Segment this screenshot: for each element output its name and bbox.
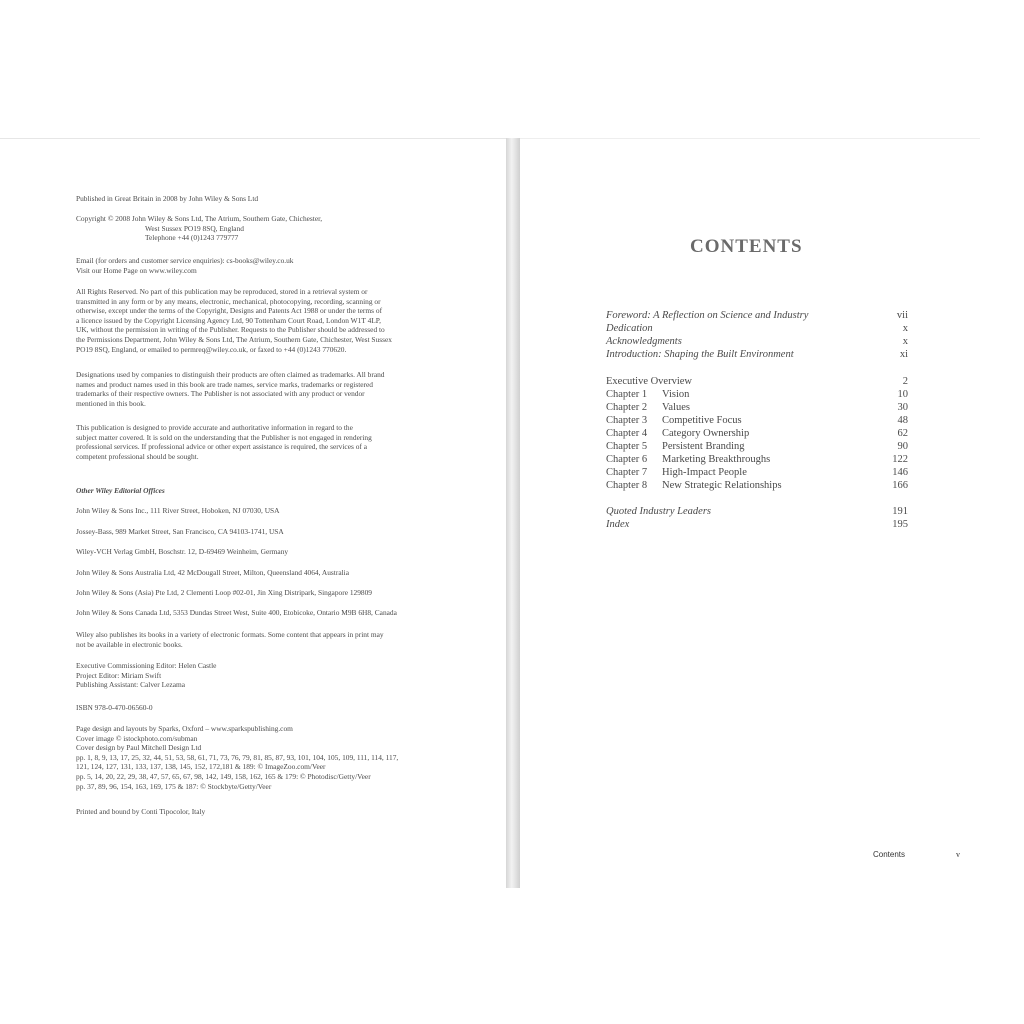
office-line: Wiley-VCH Verlag GmbH, Boschstr. 12, D-69469 Weinheim, Germany (76, 547, 289, 556)
design-line: Cover design by Paul Mitchell Design Ltd (76, 743, 202, 753)
office-line: John Wiley & Sons (Asia) Pte Ltd, 2 Clementi Loop #02-01, Jin Xing Distripark, Singapore 129809 (76, 588, 372, 597)
rights-line: otherwise, except under the terms of the Copyright, Designs and Patents Act 1988 or under the terms of (76, 306, 383, 316)
info-block (76, 423, 491, 461)
offices-heading: Other Wiley Editorial Offices (76, 486, 165, 495)
toc-entry-chapter[interactable] (606, 401, 908, 414)
printed-line: Printed and bound by Conti Tipocolor, Italy (76, 807, 206, 816)
rights-line: PO19 8SQ, England, or emailed to permreq@wiley.co.uk, or faxed to +44 (0)1243 770620. (76, 344, 347, 354)
toc-chapter-title: Values (662, 402, 690, 413)
toc-entry-chapter[interactable] (606, 479, 908, 492)
toc-label: Foreword: A Reflection on Science and Industry (606, 310, 809, 321)
isbn: ISBN 978-0-470-06560-0 (76, 703, 153, 712)
rights-block (76, 287, 491, 354)
info-line: professional services. If professional advice or other expert assistance is required, the services of a (76, 442, 367, 452)
rights-line: a licence issued by the Copyright Licensing Agency Ltd, 90 Tottenham Court Road, London W1T 4LP, (76, 315, 381, 325)
rights-line: the Permissions Department, John Wiley & Sons Ltd, The Atrium, Southern Gate, Chichester, West Sussex (76, 334, 392, 344)
toc-page-number: 48 (897, 415, 908, 426)
copyright-block (76, 214, 491, 243)
toc-page-number: 195 (892, 519, 908, 530)
toc-label: Quoted Industry Leaders (606, 506, 711, 517)
toc-entry-acknowledgments[interactable] (606, 335, 908, 348)
designations-line: names and product names used in this book are trade names, service marks, trademarks or registered (76, 379, 373, 389)
design-line: pp. 37, 89, 96, 154, 163, 169, 175 & 187: © Stockbyte/Getty/Veer (76, 781, 272, 791)
rights-line: All Rights Reserved. No part of this publication may be reproduced, stored in a retrieval system or (76, 287, 368, 296)
rights-line: UK, without the permission in writing of the Publisher. Requests to the Publisher should be addressed to (76, 325, 385, 335)
toc-label: Acknowledgments (606, 336, 682, 347)
toc-entry-chapter[interactable] (606, 414, 908, 427)
toc-chapter-number: Chapter 8 (606, 480, 648, 491)
toc-page-number: vii (896, 310, 908, 321)
toc-entry-chapter[interactable] (606, 427, 908, 440)
toc-chapter-number: Chapter 1 (606, 389, 648, 400)
copyright-line: West Sussex PO19 8SQ, England (145, 223, 244, 233)
copyright-line: Copyright © 2008 John Wiley & Sons Ltd, The Atrium, Southern Gate, Chichester, (76, 214, 323, 223)
toc-chapter-number: Chapter 5 (606, 441, 648, 452)
toc-page-number: 62 (897, 428, 908, 439)
toc-entry-foreword[interactable] (606, 309, 908, 322)
toc-chapter-title: Vision (662, 389, 690, 400)
copyright-line: Telephone +44 (0)1243 779777 (145, 233, 239, 243)
toc-chapter-number: Chapter 7 (606, 467, 648, 478)
toc-chapter-number: Chapter 3 (606, 415, 648, 426)
office-line: John Wiley & Sons Inc., 111 River Street, Hoboken, NJ 07030, USA (76, 506, 280, 515)
credit-line: Executive Commissioning Editor: Helen Castle (76, 661, 217, 670)
toc-page-number: 166 (892, 480, 908, 491)
toc-entry-introduction[interactable] (606, 348, 908, 361)
toc-chapter-number: Chapter 2 (606, 402, 648, 413)
electronic-block (76, 630, 491, 649)
design-line: pp. 5, 14, 20, 22, 29, 38, 47, 57, 65, 67, 98, 142, 149, 158, 162, 165 & 179: © Photodisc/Getty/Veer (76, 771, 371, 781)
office-line: Jossey-Bass, 989 Market Street, San Francisco, CA 94103-1741, USA (76, 527, 284, 536)
office-line: John Wiley & Sons Australia Ltd, 42 McDougall Street, Milton, Queensland 4064, Australia (76, 568, 349, 577)
toc-page-number: 30 (897, 402, 908, 413)
toc-chapter-title: Category Ownership (662, 428, 750, 439)
toc-page-number: x (902, 323, 908, 334)
toc-page-number: 146 (892, 467, 908, 478)
toc-page-number: xi (899, 349, 908, 360)
designations-line: trademarks of their respective owners. The Publisher is not associated with any product or vendor (76, 389, 365, 399)
credit-line: Project Editor: Miriam Swift (76, 670, 162, 680)
design-line: 121, 124, 127, 131, 133, 137, 138, 145, 152, 172,181 & 189: © ImageZoo.com/Veer (76, 762, 326, 772)
toc-entry-quoted-leaders[interactable] (606, 505, 908, 518)
contents-title: CONTENTS (690, 236, 803, 257)
toc-page-number: 90 (897, 441, 908, 452)
designations-line: mentioned in this book. (76, 398, 146, 408)
toc-chapter-title: Persistent Branding (662, 441, 745, 452)
rights-line: transmitted in any form or by any means, electronic, mechanical, photocopying, recording, scanning or (76, 296, 381, 306)
published-text: Published in Great Britain in 2008 by John Wiley & Sons Ltd (76, 194, 259, 203)
toc-page-number: 10 (897, 389, 908, 400)
office-line: John Wiley & Sons Canada Ltd, 5353 Dundas Street West, Suite 400, Etobicoke, Ontario M9B 6H8, Canada (76, 608, 397, 617)
toc-chapter-title: Competitive Focus (662, 415, 742, 426)
homepage-line: Visit our Home Page on www.wiley.com (76, 265, 197, 275)
toc-page-number: 2 (902, 376, 908, 387)
design-block (76, 724, 491, 791)
electronic-line: Wiley also publishes its books in a variety of electronic formats. Some content that appears in print may (76, 630, 384, 639)
toc-chapter-title: High-Impact People (662, 467, 747, 478)
book-gutter (506, 138, 520, 888)
toc-chapter-title: Marketing Breakthroughs (662, 454, 771, 465)
info-line: This publication is designed to provide accurate and authoritative information in regard to the (76, 423, 353, 432)
running-footer-label: Contents (873, 850, 906, 859)
toc-entry-chapter[interactable] (606, 440, 908, 453)
email-block (76, 256, 491, 275)
toc-entry-index[interactable] (606, 518, 908, 531)
designations-line: Designations used by companies to distinguish their products are often claimed as trademarks. All brand (76, 370, 385, 379)
toc-entry-chapter[interactable] (606, 466, 908, 479)
toc-page-number: x (902, 336, 908, 347)
toc-entry-dedication[interactable] (606, 322, 908, 335)
toc-label: Dedication (606, 323, 653, 334)
designations-block (76, 370, 491, 408)
credits-block (76, 661, 491, 690)
design-line: Page design and layouts by Sparks, Oxford – www.sparkspublishing.com (76, 724, 293, 733)
email-line: Email (for orders and customer service enquiries): cs-books@wiley.co.uk (76, 256, 294, 265)
toc-page-number: 191 (892, 506, 908, 517)
credit-line: Publishing Assistant: Calver Lezama (76, 680, 185, 690)
info-line: subject matter covered. It is sold on the understanding that the Publisher is not engaged in rendering (76, 432, 372, 442)
toc-label: Introduction: Shaping the Built Environment (606, 349, 794, 360)
design-line: Cover image © istockphoto.com/subman (76, 733, 198, 743)
toc-entry-overview[interactable] (606, 375, 908, 388)
toc-label: Executive Overview (606, 376, 693, 387)
toc-chapter-title: New Strategic Relationships (662, 480, 782, 491)
design-line: pp. 1, 8, 9, 13, 17, 25, 32, 44, 51, 53, 58, 61, 71, 73, 76, 79, 81, 85, 87, 93, 101, 104, 105, 109, 111, 114, 117, (76, 752, 399, 762)
toc-entry-chapter[interactable] (606, 388, 908, 401)
toc-entry-chapter[interactable] (606, 453, 908, 466)
toc-chapter-number: Chapter 4 (606, 428, 648, 439)
toc-label: Index (606, 519, 630, 530)
folio-page-number: v (956, 850, 960, 859)
electronic-line: not be available in electronic books. (76, 639, 183, 649)
toc-chapter-number: Chapter 6 (606, 454, 648, 465)
info-line: competent professional should be sought. (76, 451, 199, 461)
toc-page-number: 122 (892, 454, 908, 465)
published-line (76, 194, 491, 204)
